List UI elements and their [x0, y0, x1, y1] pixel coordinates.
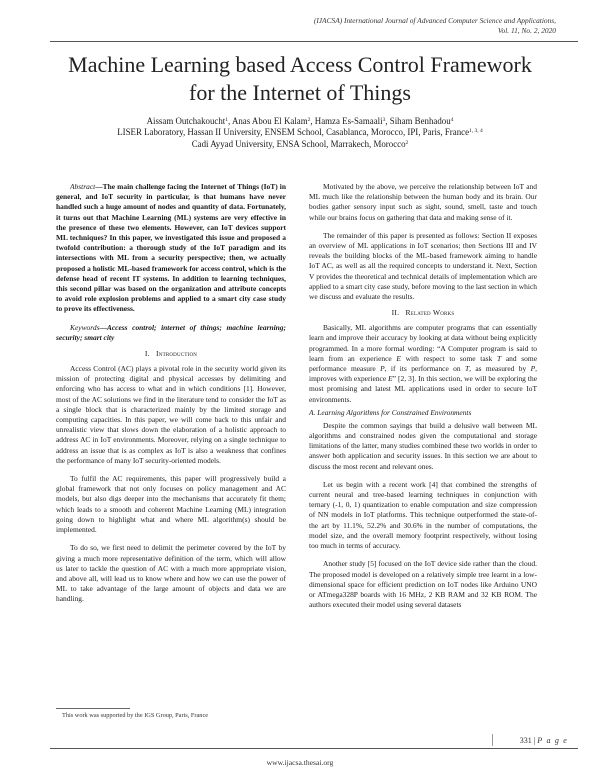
outline-paragraph: The remainder of this paper is presented as follows: Section II exposes an overview of ML applications in IoT scenarios; then Sections III and IV reveals the building blocks of the ML-based framework aiming to handle IoT AC, as well as all the required concepts to understand it. Next, Section V provides the theoretical and technical details of implementation which are applied to a smart city case study, before moving to the last section in which we discuss and evaluate the results. [309, 230, 537, 302]
affiliation-2-mark: 2 [405, 139, 409, 146]
header-rule [50, 41, 578, 42]
keywords-text: —Access control; internet of things; machine learning; security; smart city [56, 322, 286, 342]
math-symbol: T [496, 353, 502, 363]
page-number-divider [492, 734, 493, 746]
section-number: I. [144, 349, 150, 359]
affiliation-1 [0, 127, 600, 138]
author-1: Aissam Outchakoucht [146, 116, 226, 126]
author-names: Aissam Outchakoucht$^1$, Anas Abou El Kalam$^2$, Hamza Es-Samaali$^3$, Siham Benhadou$^4$ [146, 116, 454, 126]
text-run: , improves with experience [309, 364, 537, 384]
affiliation-1-text: LISER Laboratory, Hassan II University, ENSEM School, Casablanca, Morocco, IPI, Paris, France [117, 127, 470, 138]
related-paragraph-1 [309, 323, 537, 405]
text-run: and some performance measure [309, 353, 537, 374]
author-4-mark: 4 [450, 117, 454, 123]
math-symbol: E [396, 353, 401, 363]
abstract [56, 182, 286, 315]
funding-footnote: This work was supported by the IGS Group, Paris, France [62, 712, 209, 719]
page-number [520, 736, 568, 745]
text-run: , if its performance on [384, 364, 465, 374]
page-label: P a g e [537, 736, 568, 745]
subsection-a-paragraph-2: Let us begin with a recent work [4] that combined the strengths of current neural and tree-based learning techniques in conjunction with ternary (-1, 0, 1) quantization to enable computation and size compression of NN models in IoT platforms. This technique outperformed the state-of-the art by 11.1%, 52.2% and 30.6% in the number of computations, the model size, and the overall memory footprint respectively, without losing too much in terms of accuracy. [309, 479, 537, 551]
math-symbol: T [464, 364, 470, 374]
author-3: Hamza Es-Samaali [314, 116, 383, 126]
journal-header [256, 16, 556, 35]
footnote-rule [56, 708, 130, 709]
affiliation-1-mark: 1, 3, 4 [469, 128, 483, 135]
journal-website: www.ijacsa.thesai.org [266, 758, 334, 767]
text-run: , as measured by [469, 364, 531, 374]
author-block [0, 116, 600, 150]
subsection-a-paragraph-1: Despite the common sayings that build a delusive wall between ML algorithms and constrained nodes given the computational and storage limitations of the latter, many studies combined these two worlds in order to answer both application and security issues. In this section we are about to discuss the most recent and relevant ones. [309, 420, 537, 471]
section-heading-related-works [309, 308, 537, 318]
text-run: Basically, ML algorithms are computer programs that can essentially learn and improve their accuracy by looking at data without being explicitly programmed. In a more formal wording: “A Computer program is said to learn from an experience [309, 323, 537, 363]
intro-paragraph-2: To fulfil the AC requirements, this paper will progressively build a global framework that not only focuses on policy management and AC models, but also digs deeper into the mechanisms that accurately fit them; which leads to a smooth and coherent Machine Learning (ML) integration going down to highlight what and where ML algorithm(s) should be implemented. [56, 474, 286, 535]
section-number: II. [391, 308, 400, 318]
intro-paragraph-3: To do so, we first need to delimit the perimeter covered by the IoT by giving a much more representative definition of the term, which will allow us later to tackle the question of AC with a much more appropriate vision, and above all, will lead us to know where and how we can use the power of ML to take advantage of the large amount of objects and data we are handling. [56, 543, 286, 604]
author-3-mark: 3 [382, 117, 386, 123]
section-heading-introduction [56, 349, 286, 359]
abstract-label: Abstract [70, 182, 96, 191]
affiliation-2-text: Cadi Ayyad University, ENSA School, Marrakech, Morocco [191, 138, 406, 149]
title-line-2: for the Internet of Things [189, 80, 411, 105]
keywords-label: Keywords [70, 322, 100, 332]
left-column [56, 182, 286, 605]
author-2: Anas Abou El Kalam [231, 116, 308, 126]
paper-title [0, 51, 600, 107]
math-symbol: E [388, 374, 393, 384]
footer-rule [50, 748, 578, 749]
math-symbol: P [530, 364, 536, 374]
text-run: ” [2, 3]. In this section, we will be exploring the most promising and latest ML applications used in order to secure IoT environments. [309, 374, 537, 404]
abstract-text: —The main challenge facing the Internet of Things (IoT) in general, and IoT security in particular, is that humans have never handled such a huge amount of nodes and quantity of data. Fortunately, it turns out that Machine Learning (ML) systems are very effective in the presence of these two elements. However, can IoT devices support ML techniques? In this paper, we investigated this issue and proposed a twofold contribution: a thorough study of the IoT paradigm and its intersections with ML from a security perspective; then, we actually proposed a holistic ML-based framework for access control, which is the defense head of recent IT systems. In addition to learning techniques, this second pillar was based on the organization and attribute concepts to avoid role explosion problems and applied to a smart city case study to prove its effectiveness. [56, 182, 286, 314]
journal-name: (IJACSA) International Journal of Advanced Computer Science and Applications, [313, 16, 556, 25]
author-4: Siham Benhadou [389, 116, 451, 126]
intro-paragraph-1: Access Control (AC) plays a pivotal role in the security world given its mission of protecting digital and physical accesses by delimiting and enforcing who has access to what and in which conditions [1]. However, most of the AC solutions we find in the literature tend to consider the IoT as a single block that is characterized mainly by the limited storage and computing capacities. In this paper, we will come back to this unfair and unrealistic view that slows down the elaboration of a holistic approach to address AC in IoT environments. Moreover, relying on a single technique to address an issue that is as complex as IoT is also a weakness that confines the performance of many IoT security-oriented models. [56, 364, 286, 465]
right-column [309, 182, 537, 610]
title-line-1: Machine Learning based Access Control Framework [68, 52, 532, 77]
section-title: Related Works [405, 308, 455, 318]
subsection-heading-a: A. Learning Algorithms for Constrained Environments [309, 407, 472, 417]
text-run: with respect to some task [400, 353, 497, 363]
author-2-mark: 2 [307, 117, 311, 123]
keywords [56, 323, 286, 343]
math-symbol: P [380, 364, 385, 374]
author-1-mark: 1 [225, 117, 228, 123]
page-number-separator: | [531, 736, 538, 745]
page-number-value: 331 [519, 736, 532, 745]
motivation-paragraph: Motivated by the above, we perceive the relationship between IoT and ML much like the relationship between the human body and its brain. Our bodies gather sensory input such as sight, sound, smell, taste and touch while our brains focus on gathering that data and making sense of it. [309, 182, 537, 222]
journal-volume: Vol. 11, No. 2, 2020 [497, 25, 556, 35]
subsection-a-paragraph-3: Another study [5] focused on the IoT device side rather than the cloud. The proposed model is developed on a relatively simple tree learnt in a low-dimensional space for efficient prediction on IoT nodes like Arduino UNO or ATmega328P boards with 16 MHz, 2 KB RAM and 32 KB ROM. The authors executed their model using several datasets [309, 559, 537, 610]
affiliation-2 [0, 139, 600, 150]
section-title: Introduction [156, 349, 198, 359]
